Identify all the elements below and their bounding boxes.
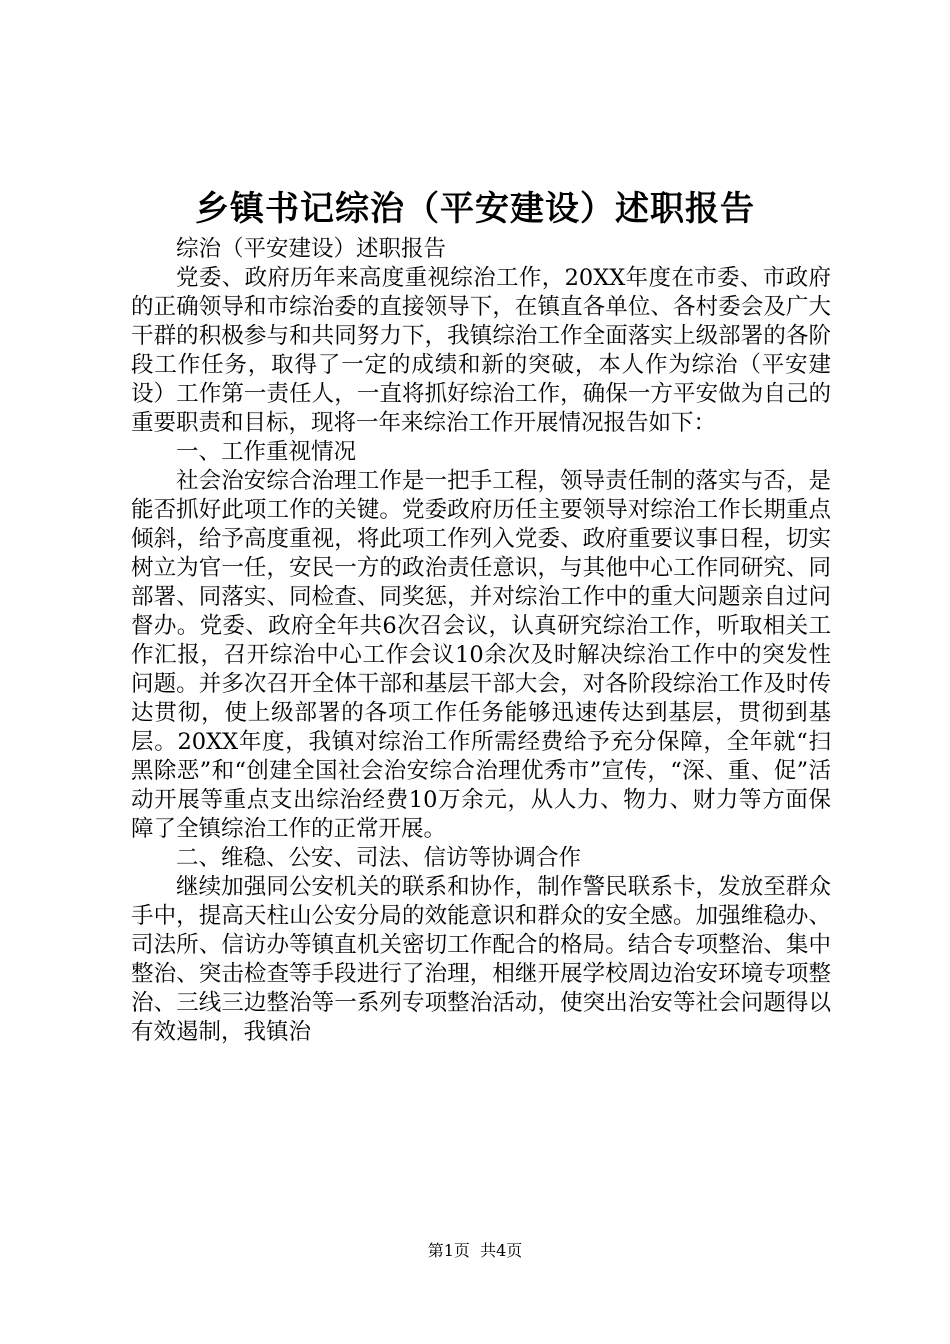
section-2-paragraph: 继续加强同公安机关的联系和协作，制作警民联系卡，发放至群众手中，提高天柱山公安分局的效能意识和群众的安全感。加强维稳办、司法所、信访办等镇直机关密切工作配合的格局。结合专项整治、集中整治、突击检查等手段进行了治理，相继开展学校周边治安环境专项整治、三线三边整治等一系列专项整治活动，使突出治安等社会问题得以有效遏制，我镇治: [131, 874, 831, 1045]
document-body: [131, 235, 831, 1047]
page-footer: [0, 1240, 950, 1262]
section-heading-2: 二、维稳、公安、司法、信访等协调合作: [176, 845, 582, 871]
document-title: 乡镇书记综治（平安建设）述职报告: [195, 189, 755, 229]
section-1-paragraph: 社会治安综合治理工作是一把手工程，领导责任制的落实与否，是能否抓好此项工作的关键。党委政府历任主要领导对综治工作长期重点倾斜，给予高度重视，将此项工作列入党委、政府重要议事日程，切实树立为官一任，安民一方的政治责任意识，与其他中心工作同研究、同部署、同落实、同检查、同奖惩，并对综治工作中的重大问题亲自过问督办。党委、政府全年共6次召会议，认真研究综治工作，听取相关工作汇报，召开综治中心工作会议10余次及时解决综治工作中的突发性问题。并多次召开全体干部和基层干部大会，对各阶段综治工作及时传达贯彻，使上级部署的各项工作任务能够迅速传达到基层，贯彻到基层。20XX年度，我镇对综治工作所需经费给予充分保障，全年就“扫黑除恶”和“创建全国社会治安综合治理优秀市”宣传，“深、重、促”活动开展等重点支出综治经费10万余元，从人力、物力、财力等方面保障了全镇综治工作的正常开展。: [131, 468, 831, 842]
page-number: 第1页: [427, 1241, 470, 1260]
section-heading-1: 一、工作重视情况: [176, 439, 357, 465]
subtitle-paragraph: 综治（平安建设）述职报告: [176, 236, 447, 262]
intro-paragraph: 党委、政府历年来高度重视综治工作，20XX年度在市委、市政府的正确领导和市综治委的直接领导下，在镇直各单位、各村委会及广大干群的积极参与和共同努力下，我镇综治工作全面落实上级部署的各阶段工作任务，取得了一定的成绩和新的突破，本人作为综治（平安建设）工作第一责任人，一直将抓好综治工作，确保一方平安做为自己的重要职责和目标，现将一年来综治工作开展情况报告如下：: [131, 265, 831, 436]
page-total: 共4页: [480, 1241, 523, 1260]
